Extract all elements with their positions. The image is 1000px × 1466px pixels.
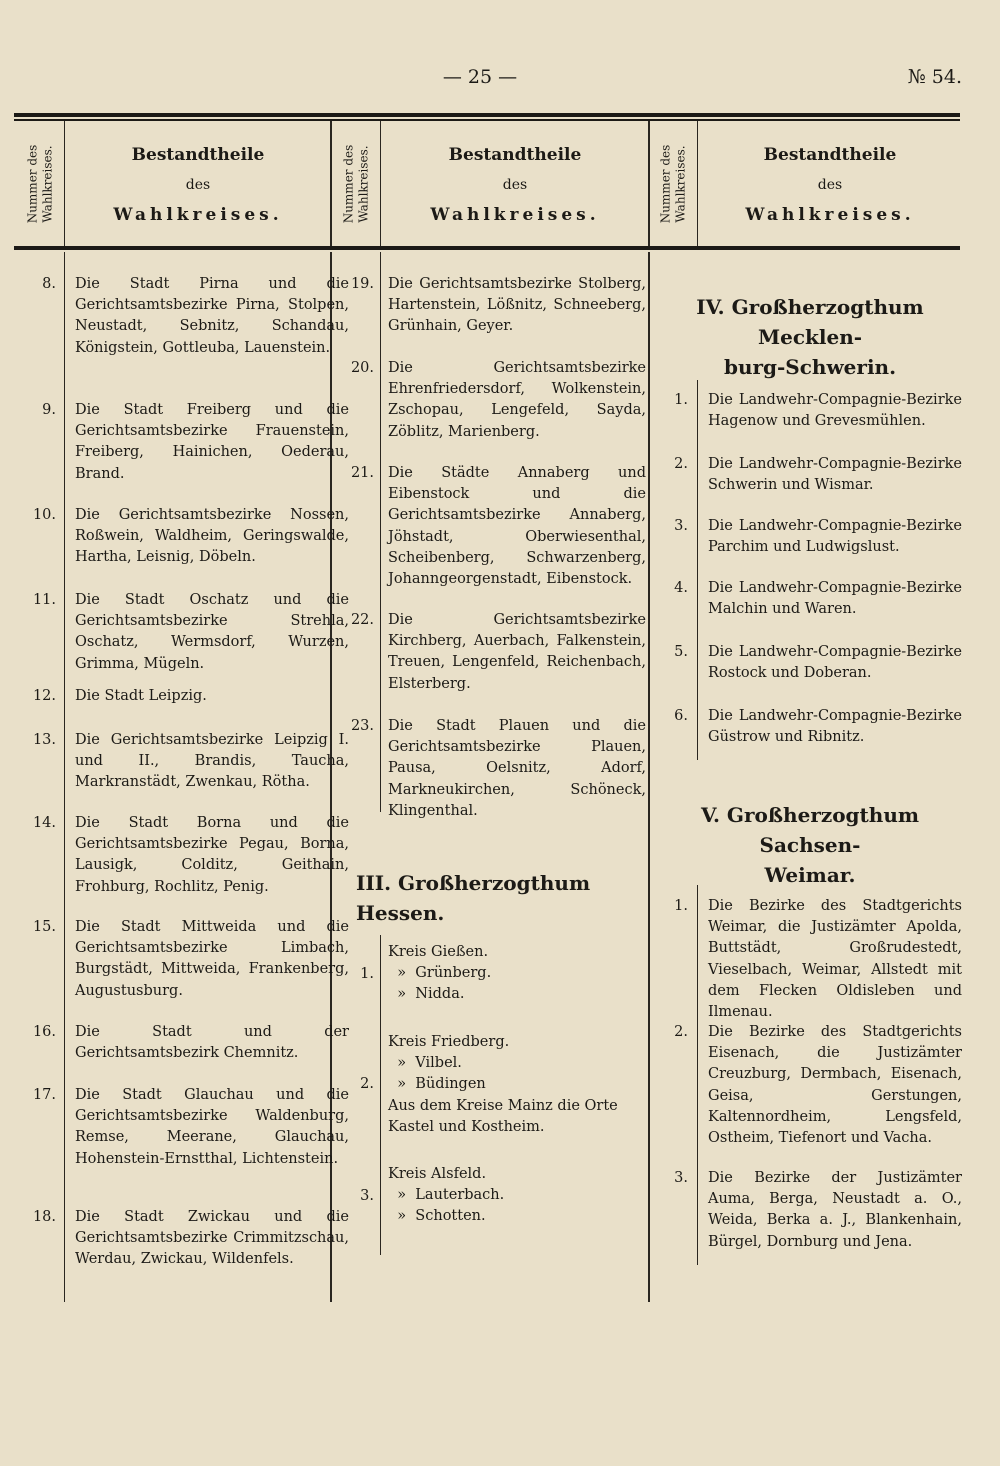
entry-number: 19.	[350, 276, 374, 292]
entry-text: Die Landwehr-Compagnie-Bezirke Güstrow und Ribnitz.	[708, 708, 962, 746]
list-item	[20, 730, 349, 800]
column-header-number: Nummer des Wahlkreises.	[658, 144, 687, 224]
header-divider	[64, 121, 65, 246]
entry-text: Die Gerichtsamtsbezirke Ehrenfriedersdorf, Wolkenstein, Zschopau, Lengefeld, Sayda, Zöblitz, Marienberg.	[388, 360, 646, 440]
entry-text: Die Städte Annaberg und Eibenstock und die Gerichtsamtsbezirke Annaberg, Jöhstadt, Oberwiesenthal, Scheibenberg, Schwarzenberg, Johanngeorgenstadt, Eibenstock.	[388, 465, 646, 588]
list-item	[652, 390, 962, 435]
section-title-mecklenburg: IV. Großherzogthum Mecklen- burg-Schwerin.	[696, 295, 924, 379]
entry-number: 3.	[674, 1170, 688, 1186]
entry-text: Die Gerichtsamtsbezirke Nossen, Roßwein, Waldheim, Geringswalde, Hartha, Leisnig, Döbeln.	[75, 507, 349, 566]
entry-number: 2.	[360, 1076, 374, 1092]
list-item	[20, 813, 349, 903]
column-header-title: Bestandtheile des Wahlkreises.	[745, 145, 915, 225]
list-item	[20, 274, 349, 384]
entry-number: 13.	[32, 732, 56, 748]
entry-number: 1.	[674, 898, 688, 914]
entry-text: Die Stadt Freiberg und die Gerichtsamtsbezirke Frauenstein, Freiberg, Hainichen, Oederau, Brand.	[75, 402, 349, 482]
entry-text: Die Gerichtsamtsbezirke Leipzig I. und II., Brandis, Taucha, Markranstädt, Zwenkau, Rötha.	[75, 732, 349, 791]
entry-number: 10.	[32, 507, 56, 523]
header-divider	[648, 121, 650, 246]
entry-number: 14.	[32, 815, 56, 831]
list-item	[336, 1032, 648, 1142]
header-divider	[330, 121, 332, 246]
sheet-number: № 54.	[907, 66, 962, 88]
page-header	[0, 62, 1000, 92]
entry-text: Die Bezirke des Stadtgerichts Eisenach, die Justizämter Creuzburg, Dermbach, Eisenach, Geisa, Gerstungen, Kaltennordheim, Lengsfeld, Ostheim, Tiefenort und Vacha.	[708, 1024, 962, 1147]
entry-number: 11.	[32, 592, 56, 608]
column-header-number: Nummer des Wahlkreises.	[25, 144, 54, 224]
entry-text: Die Landwehr-Compagnie-Bezirke Parchim und Ludwigslust.	[708, 518, 962, 556]
entry-number: 16.	[32, 1024, 56, 1040]
column-header-title: Bestandtheile des Wahlkreises.	[430, 145, 600, 225]
list-item	[652, 706, 962, 751]
list-item	[20, 400, 349, 490]
entry-number: 1.	[360, 966, 374, 982]
list-item	[652, 1168, 962, 1258]
entry-number: 4.	[674, 580, 688, 596]
entry-text: Die Gerichtsamtsbezirke Kirchberg, Auerbach, Falkenstein, Treuen, Lengenfeld, Reichenbach, Elsterberg.	[388, 612, 646, 692]
list-item	[20, 590, 349, 680]
list-item	[336, 610, 648, 700]
entry-number: 12.	[32, 688, 56, 704]
entry-number: 5.	[674, 644, 688, 660]
list-item	[336, 358, 648, 448]
list-item	[20, 1207, 349, 1277]
section-title-hessen: III. Großherzogthum Hessen.	[356, 871, 591, 925]
page-number: — 25 —	[442, 66, 518, 88]
entry-text: Kreis Alsfeld. » Lauterbach. » Schotten.	[388, 1166, 505, 1225]
section-title-weimar: V. Großherzogthum Sachsen- Weimar.	[700, 803, 920, 887]
list-item	[652, 516, 962, 561]
entry-number: 21.	[350, 465, 374, 481]
list-item	[20, 505, 349, 575]
entry-number: 15.	[32, 919, 56, 935]
list-item	[652, 642, 962, 687]
column-rule	[697, 380, 698, 760]
header-divider	[697, 121, 698, 246]
entry-text: Die Stadt Plauen und die Gerichtsamtsbezirke Plauen, Pausa, Oelsnitz, Adorf, Markneukirchen, Schöneck, Klingenthal.	[388, 718, 646, 819]
entry-text: Die Stadt Zwickau und die Gerichtsamtsbezirke Crimmitzschau, Werdau, Zwickau, Wildenfels.	[75, 1209, 349, 1268]
list-item	[336, 274, 648, 344]
entry-number: 17.	[32, 1087, 56, 1103]
entry-text: Kreis Gießen. » Grünberg. » Nidda.	[388, 944, 492, 1003]
column-rule	[648, 252, 650, 1302]
header-rule-top-thin	[14, 119, 960, 121]
entry-text: Die Stadt und der Gerichtsamtsbezirk Chemnitz.	[75, 1024, 349, 1062]
entry-text: Die Landwehr-Compagnie-Bezirke Schwerin und Wismar.	[708, 456, 962, 494]
entry-text: Die Landwehr-Compagnie-Bezirke Hagenow und Grevesmühlen.	[708, 392, 962, 430]
entry-text: Die Stadt Borna und die Gerichtsamtsbezirke Pegau, Borna, Lausigk, Colditz, Geithain, Frohburg, Rochlitz, Penig.	[75, 815, 349, 895]
list-item	[652, 454, 962, 499]
list-item	[652, 1022, 962, 1152]
column-header-title: Bestandtheile des Wahlkreises.	[113, 145, 283, 225]
entry-number: 20.	[350, 360, 374, 376]
entry-number: 22.	[350, 612, 374, 628]
list-item	[20, 1085, 349, 1195]
header-divider	[380, 121, 381, 246]
entry-text: Kreis Friedberg. » Vilbel. » Büdingen Aus dem Kreise Mainz die Orte Kastel und Kostheim.	[388, 1034, 618, 1135]
entry-number: 8.	[42, 276, 56, 292]
list-item	[20, 917, 349, 1007]
entry-text: Die Landwehr-Compagnie-Bezirke Rostock und Doberan.	[708, 644, 962, 682]
list-item	[20, 686, 330, 711]
list-item	[652, 896, 962, 1021]
entry-text: Die Stadt Leipzig.	[75, 688, 207, 704]
entry-text: Die Stadt Glauchau und die Gerichtsamtsbezirke Waldenburg, Remse, Meerane, Glauchau, Hohenstein-Ernstthal, Lichtenstein.	[75, 1087, 349, 1167]
list-item	[336, 942, 648, 1012]
entry-text: Die Bezirke des Stadtgerichts Weimar, die Justizämter Apolda, Buttstädt, Großrudestedt, Vieselbach, Weimar, Allstedt mit dem Flecken Oldisleben und Ilmenau.	[708, 898, 962, 1021]
entry-text: Die Gerichtsamtsbezirke Stolberg, Hartenstein, Lößnitz, Schneeberg, Grünhain, Geyer.	[388, 276, 646, 335]
entry-number: 1.	[674, 392, 688, 408]
entry-text: Die Landwehr-Compagnie-Bezirke Malchin und Waren.	[708, 580, 962, 618]
entry-number: 3.	[674, 518, 688, 534]
entry-number: 6.	[674, 708, 688, 724]
list-item	[336, 1164, 648, 1234]
entry-text: Die Stadt Oschatz und die Gerichtsamtsbezirke Strehla, Oschatz, Wermsdorf, Wurzen, Grimma, Mügeln.	[75, 592, 349, 672]
entry-number: 3.	[360, 1188, 374, 1204]
column-header-number: Nummer des Wahlkreises.	[341, 144, 370, 224]
entry-number: 18.	[32, 1209, 56, 1225]
entry-number: 23.	[350, 718, 374, 734]
entry-text: Die Stadt Mittweida und die Gerichtsamtsbezirke Limbach, Burgstädt, Mittweida, Frankenberg, Augustusburg.	[75, 919, 349, 999]
list-item	[336, 463, 648, 598]
list-item	[20, 1022, 349, 1067]
list-item	[336, 716, 648, 819]
header-rule-top	[14, 113, 960, 117]
entry-text: Die Stadt Pirna und die Gerichtsamtsbezirke Pirna, Stolpen, Neustadt, Sebnitz, Schandau, Königstein, Gottleuba, Lauenstein.	[75, 276, 349, 356]
list-item	[652, 578, 962, 623]
entry-number: 2.	[674, 1024, 688, 1040]
entry-number: 9.	[42, 402, 56, 418]
header-rule-bottom	[14, 246, 960, 250]
entry-number: 2.	[674, 456, 688, 472]
entry-text: Die Bezirke der Justizämter Auma, Berga, Neustadt a. O., Weida, Berka a. J., Blankenhain, Bürgel, Dornburg und Jena.	[708, 1170, 962, 1250]
